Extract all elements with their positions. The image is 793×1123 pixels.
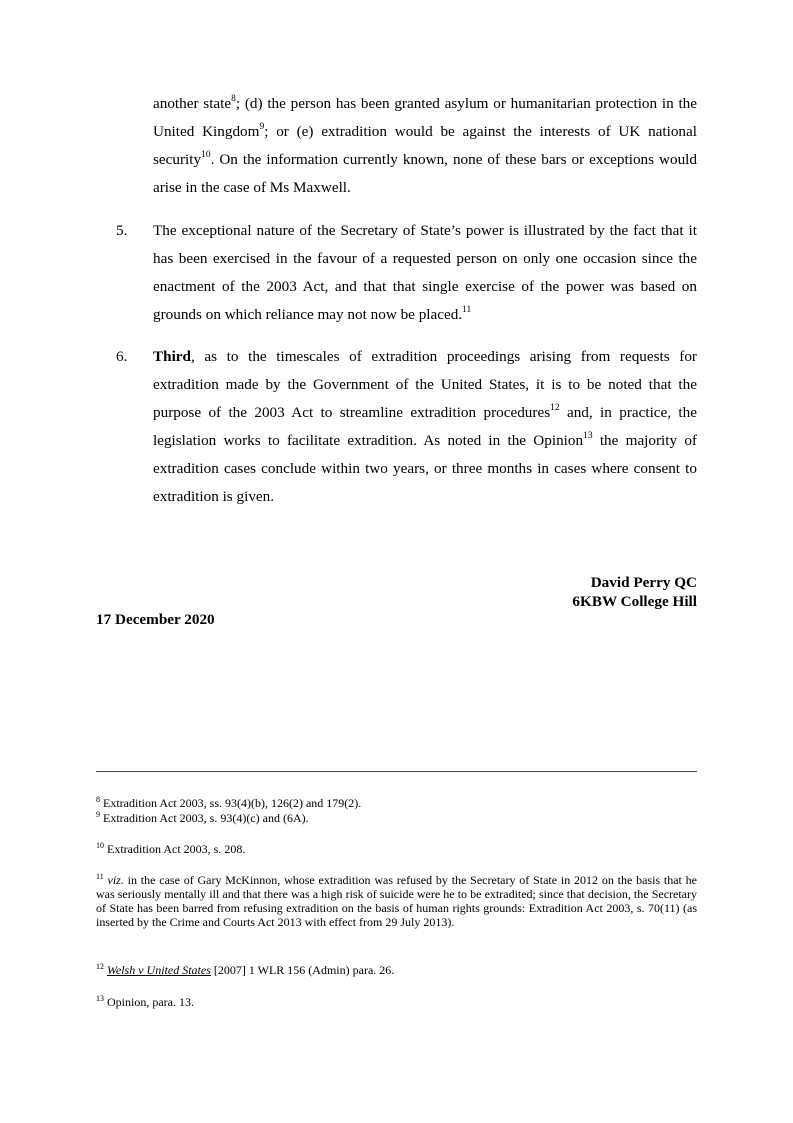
footnote-ref-12[interactable]: 12 <box>550 402 560 413</box>
footnote-11 <box>96 873 697 929</box>
text-run: The exceptional nature of the Secretary of State’s power is illustrated by the fact that it has been exercised in the favour of a requested person on only one occasion since the enactment of the 2003 Act, and that that single exercise of the power was based on grounds on which reliance may not now be placed. <box>153 222 697 323</box>
text-run: another state <box>153 95 232 112</box>
footnote-10 <box>96 842 697 856</box>
footnote-number: 12 <box>96 962 104 971</box>
text-run: ; or (e) extradition would be against the interests of UK national security <box>153 123 697 168</box>
footnote-text: Opinion, para. 13. <box>107 995 194 1009</box>
footnote-number: 8 <box>96 795 100 804</box>
text-run: the majority of extradition cases conclude within two years, or three months in cases where consent to extradition is given. <box>153 432 697 505</box>
text-run: ; (d) the person has been granted asylum or humanitarian protection in the United Kingdom <box>153 95 697 140</box>
paragraph-5 <box>153 217 697 329</box>
footnote-ref-8[interactable]: 8 <box>231 93 236 104</box>
signature-chambers: 6KBW College Hill <box>572 593 697 610</box>
footnote-ref-13[interactable]: 13 <box>583 430 593 441</box>
paragraph-4-continuation <box>153 90 697 202</box>
footnote-9 <box>96 811 697 825</box>
italic-lead: viz. <box>107 873 124 887</box>
footnote-number: 9 <box>96 810 100 819</box>
bold-lead: Third <box>153 348 191 365</box>
text-run: and, in practice, the legislation works to facilitate extradition. As noted in the Opinion <box>153 404 697 449</box>
footnote-number: 10 <box>96 841 104 850</box>
footnote-12 <box>96 963 697 977</box>
footnote-text: [2007] 1 WLR 156 (Admin) para. 26. <box>210 963 395 977</box>
text-run: , as to the timescales of extradition proceedings arising from requests for extradition made by the Government of the United States, it is to be noted that the purpose of the 2003 Act to streamline extradition procedures <box>153 348 697 421</box>
footnote-text: in the case of Gary McKinnon, whose extradition was refused by the Secretary of State in 2012 on the basis that he was seriously mentally ill and that there was a high risk of suicide were he to be extradited; since that decision, the Secretary of State has been barred from refusing extradition on the basis of human rights grounds: Extradition Act 2003, s. 70(11) (as inserted by the Crime and Courts Act 2013 with effect from 29 July 2013). <box>96 873 698 929</box>
footnote-number: 13 <box>96 994 104 1003</box>
footnote-ref-11[interactable]: 11 <box>462 304 472 315</box>
case-citation-link[interactable]: Welsh v United States <box>107 963 211 977</box>
footnote-text: Extradition Act 2003, s. 93(4)(c) and (6A). <box>103 811 309 825</box>
footnote-ref-10[interactable]: 10 <box>201 149 211 160</box>
footnote-8 <box>96 796 697 810</box>
paragraph-6 <box>153 343 697 511</box>
footnote-separator <box>96 771 697 772</box>
footnote-number: 11 <box>96 872 104 881</box>
paragraph-5-number: 5. <box>116 222 128 239</box>
footnote-text: Extradition Act 2003, ss. 93(4)(b), 126(2) and 179(2). <box>103 796 362 810</box>
paragraph-6-number: 6. <box>116 348 128 365</box>
text-run: . On the information currently known, none of these bars or exceptions would arise in the case of Ms Maxwell. <box>153 151 697 196</box>
signature-name: David Perry QC <box>590 574 697 591</box>
footnote-text: Extradition Act 2003, s. 208. <box>107 842 246 856</box>
footnote-ref-9[interactable]: 9 <box>259 121 265 132</box>
footnote-13 <box>96 995 697 1009</box>
document-date: 17 December 2020 <box>96 611 215 628</box>
